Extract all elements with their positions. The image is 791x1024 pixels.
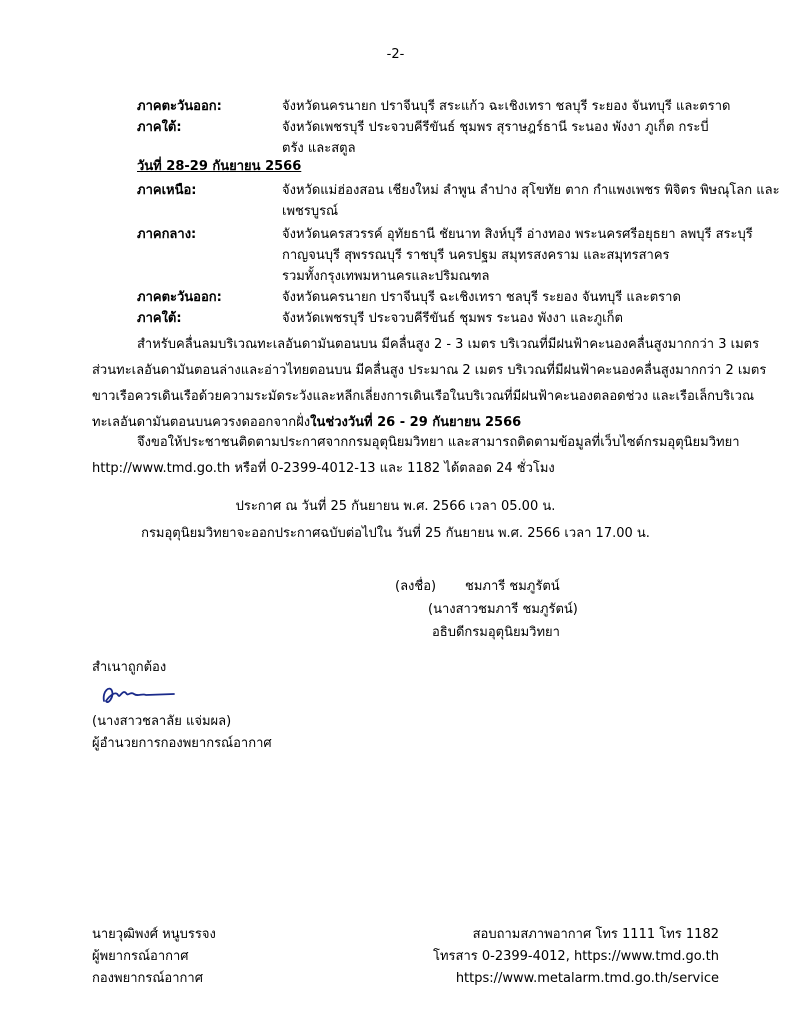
region-provinces [282,180,780,222]
signatory-position: อธิบดีกรมอุตุนิยมวิทยา [432,625,560,640]
notice-paragraph [92,430,740,482]
region-name: ภาคเหนือ: [137,183,197,198]
signatory-full-name: (นางสาวชมภารี ชมภูรัตน์) [428,602,578,617]
province-line: รวมทั้งกรุงเทพมหานครและปริมณฑล [282,269,490,284]
handwritten-signature [98,681,178,709]
announcement-date: ประกาศ ณ วันที่ 25 กันยายน พ.ศ. 2566 เวลา 05.00 น. [235,499,556,514]
region-provinces [282,287,722,308]
forecaster-name: นายวุฒิพงศ์ หนูบรรจง [92,927,216,942]
certified-copy-label: สำเนาถูกต้อง [92,660,167,675]
paragraph-line: http://www.tmd.go.th หรือที่ 0-2399-4012-13 และ 1182 ได้ตลอด 24 ชั่วโมง [92,461,555,476]
province-line: จังหวัดแม่ฮ่องสอน เชียงใหม่ ลำพูน ลำปาง สุโขทัย ตาก กำแพงเพชร พิจิตร พิษณุโลก และ [282,183,780,198]
province-line: เพชรบูรณ์ [282,204,339,219]
region-provinces [282,117,722,159]
region-provinces [282,96,731,117]
forecaster-division: กองพยากรณ์อากาศ [92,971,203,986]
footer-right [433,924,719,990]
signed-label: (ลงชื่อ) [395,579,437,594]
certified-copy-position: ผู้อำนวยการกองพยากรณ์อากาศ [92,736,272,751]
forecaster-title: ผู้พยากรณ์อากาศ [92,949,189,964]
region-provinces [282,224,753,287]
province-line: จังหวัดเพชรบุรี ประจวบคีรีขันธ์ ชุมพร สุราษฎร์ธานี ระนอง พังงา ภูเก็ต กระบี่ [282,120,709,135]
paragraph-line: ส่วนทะเลอันดามันตอนล่างและอ่าวไทยตอนบน มีคลื่นสูง ประมาณ 2 เมตร บริเวณที่มีฝนฟ้าคะนองคลื่นสูงมากกว่า 2 เมตร [92,363,767,378]
footer-left [92,924,216,990]
warning-period: ในช่วงวันที่ 26 - 29 กันยายน 2566 [310,415,522,430]
paragraph-line: สำหรับคลื่นลมบริเวณทะเลอันดามันตอนบน มีคลื่นสูง 2 - 3 เมตร บริเวณที่มีฝนฟ้าคะนองคลื่นสูงมากกว่า 3 เมตร [137,337,760,352]
date-heading: วันที่ 28-29 กันยายน 2566 [137,159,302,174]
region-name: ภาคใต้: [137,120,182,135]
province-line: จังหวัดนครนายก ปราจีนบุรี สระแก้ว ฉะเชิงเทรา ชลบุรี ระยอง จันทบุรี และตราด [282,99,731,114]
contact-fax-website: โทรสาร 0-2399-4012, https://www.tmd.go.th [433,949,719,964]
province-line: จังหวัดเพชรบุรี ประจวบคีรีขันธ์ ชุมพร ระนอง พังงา และภูเก็ต [282,311,623,326]
signed-name: ชมภารี ชมภูรัตน์ [465,579,560,594]
region-provinces [282,308,722,329]
region-name: ภาคใต้: [137,311,182,326]
region-name: ภาคกลาง: [137,227,197,242]
paragraph-line: จึงขอให้ประชาชนติดตามประกาศจากกรมอุตุนิยมวิทยา และสามารถติดตามข้อมูลที่เว็บไซต์กรมอุตุนิยมวิทยา [137,435,740,450]
certified-copy-block [92,657,272,755]
province-line: จังหวัดนครนายก ปราจีนบุรี ฉะเชิงเทรา ชลบุรี ระยอง จันทบุรี และตราด [282,290,681,305]
contact-phone: สอบถามสภาพอากาศ โทร 1111 โทร 1182 [472,927,719,942]
province-line: กาญจนบุรี สุพรรณบุรี ราชบุรี นครปฐม สมุทรสงคราม และสมุทรสาคร [282,248,670,263]
paragraph-line: ขาวเรือควรเดินเรือด้วยความระมัดระวังและหลีกเลี่ยงการเดินเรือในบริเวณที่มีฝนฟ้าคะนองตลอดช่วง และเรือเล็กบริเวณ [92,389,755,404]
region-name: ภาคตะวันออก: [137,290,222,305]
contact-service-url: https://www.metalarm.tmd.go.th/service [455,971,719,986]
next-announcement: กรมอุตุนิยมวิทยาจะออกประกาศฉบับต่อไปใน วันที่ 25 กันยายน พ.ศ. 2566 เวลา 17.00 น. [141,526,650,541]
province-line: ตรัง และสตูล [282,141,356,156]
province-line: จังหวัดนครสวรรค์ อุทัยธานี ชัยนาท สิงห์บุรี อ่างทอง พระนครศรีอยุธยา ลพบุรี สระบุรี [282,227,753,242]
paragraph-text: ทะเลอันดามันตอนบนควรงดออกจากฝั่ง [92,415,311,430]
wave-paragraph [92,332,767,436]
certified-copy-name: (นางสาวชลาลัย แจ่มผล) [92,714,232,729]
region-name: ภาคตะวันออก: [137,99,222,114]
page-number: -2- [386,47,405,62]
